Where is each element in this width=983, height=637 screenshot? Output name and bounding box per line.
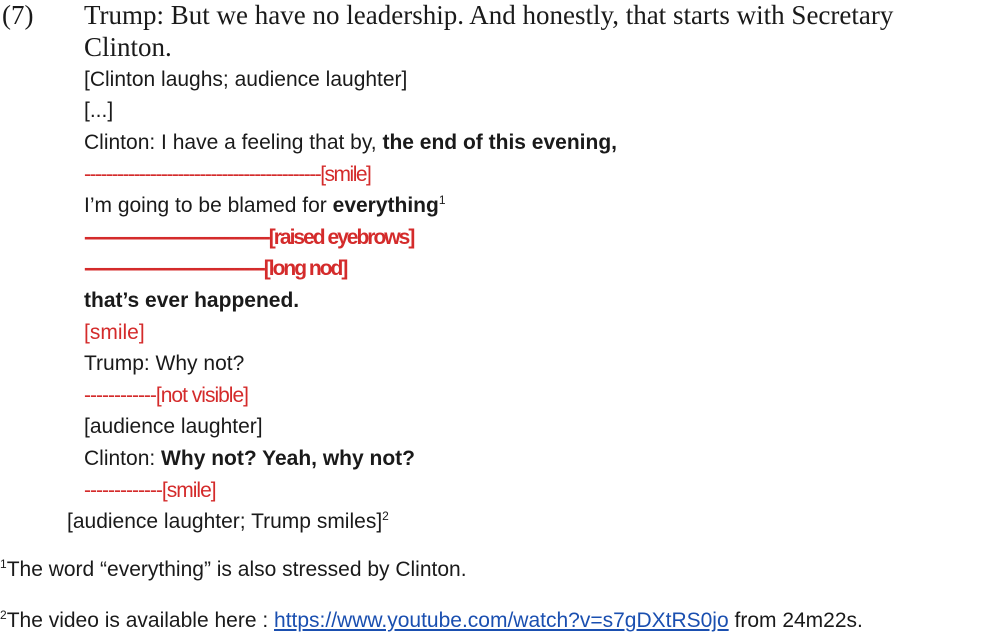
clinton-line-1-bold: the end of this evening, (382, 131, 617, 154)
footnote-2 (0, 609, 863, 633)
trump-why-not: Trump: Why not? (84, 352, 245, 375)
footnote-2-text: The video is available here : (6, 609, 275, 632)
annotation-not-visible: ------------[not visible] (84, 384, 248, 407)
annotation-smile-3: -------------[smile] (84, 479, 216, 502)
footnote-2-end: from 24m22s. (728, 609, 863, 632)
annotation-smile-1: -------------------------------------------[smile] (84, 163, 371, 186)
clinton-line-1-plain: Clinton: I have a feeling that by, (84, 131, 383, 154)
clinton-line-3: that’s ever happened. (84, 289, 300, 312)
trump-line-2: Clinton. (84, 32, 172, 62)
clinton-line-4-bold: Why not? Yeah, why not? (161, 447, 415, 470)
annotation-raised-eyebrows: -------------------------------------[raised eyebrows] (84, 226, 414, 249)
annotation-long-nod: ------------------------------------[long nod] (84, 257, 347, 280)
trump-line-1: Trump: But we have no leadership. And honestly, that starts with Secretary (84, 0, 894, 30)
clinton-line-2-plain: I’m going to be blamed for (84, 194, 333, 217)
youtube-link[interactable]: https://www.youtube.com/watch?v=s7gDXtRS0jo (274, 609, 729, 632)
footnote-ref-2: 2 (382, 509, 389, 523)
stage-note-trump-smiles (67, 510, 389, 534)
example-number: (7) (2, 0, 34, 30)
stage-note-trump-smiles-text: [audience laughter; Trump smiles] (67, 510, 383, 533)
footnote-2-number: 2 (0, 608, 7, 622)
stage-note-clinton-laughs: [Clinton laughs; audience laughter] (84, 68, 408, 91)
footnote-1-text: The word “everything” is also stressed by Clinton. (6, 558, 467, 581)
clinton-line-2 (84, 194, 446, 218)
clinton-line-4 (84, 447, 415, 471)
footnote-1 (0, 558, 467, 582)
clinton-line-2-bold: everything (332, 194, 439, 217)
clinton-line-4-plain: Clinton: (84, 447, 162, 470)
annotation-smile-2: [smile] (84, 321, 145, 344)
footnote-ref-1: 1 (438, 193, 446, 207)
ellipsis-line: [...] (84, 99, 114, 122)
footnote-1-number: 1 (0, 557, 7, 571)
clinton-line-1 (84, 131, 617, 155)
stage-note-audience-laughter: [audience laughter] (84, 415, 263, 438)
